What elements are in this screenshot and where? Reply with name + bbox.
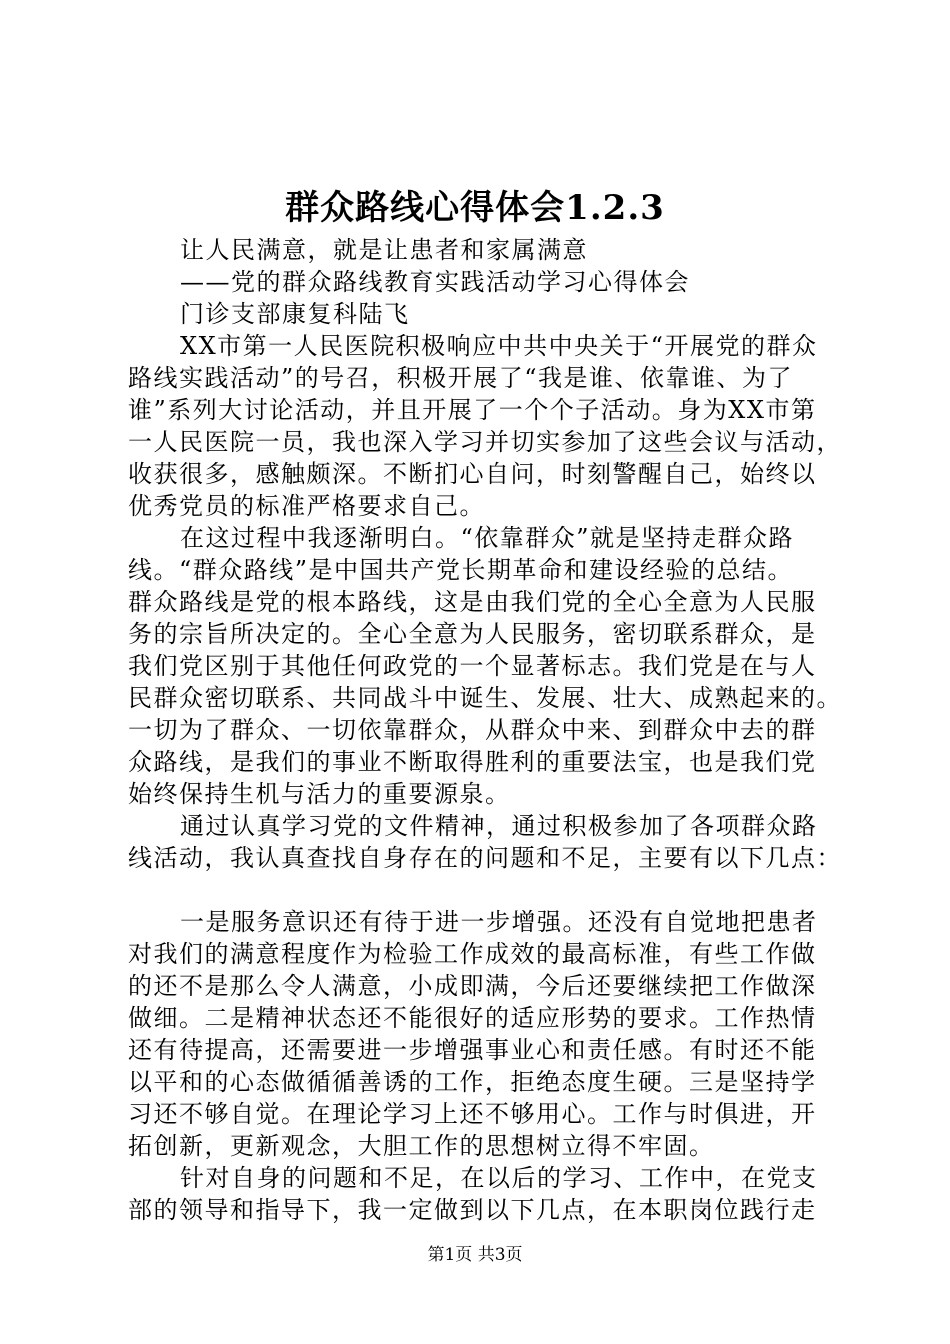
text-line: 众路线，是我们的事业不断取得胜利的重要法宝，也是我们党: [128, 748, 817, 776]
text-line: 在这过程中我逐渐明白。“依靠群众”就是坚持走群众路: [180, 524, 795, 552]
page-footer: 第1页 共3页: [427, 1245, 523, 1265]
text-line: 一切为了群众、一切依靠群众，从群众中来、到群众中去的群: [128, 716, 817, 744]
text-line: 的还不是那么令人满意，小成即满，今后还要继续把工作做深: [128, 972, 817, 1000]
document-body: [128, 234, 848, 1226]
text-line: 一是服务意识还有待于进一步增强。还没有自觉地把患者: [180, 908, 818, 936]
paragraph-4: [128, 906, 848, 1162]
text-line: 习还不够自觉。在理论学习上还不够用心。工作与时俱进，开: [128, 1100, 817, 1128]
text-line: 通过认真学习党的文件精神，通过积极参加了各项群众路: [180, 812, 818, 840]
text-line: 民群众密切联系、共同战斗中诞生、发展、壮大、成熟起来的。: [128, 684, 842, 712]
text-line: 优秀党员的标准严格要求自己。: [128, 492, 485, 520]
text-line: 对我们的满意程度作为检验工作成效的最高标准，有些工作做: [128, 940, 817, 968]
paragraph-1: [128, 330, 848, 522]
text-line: 针对自身的问题和不足，在以后的学习、工作中，在党支: [180, 1164, 818, 1192]
text-line: 做细。二是精神状态还不能很好的适应形势的要求。工作热情: [128, 1004, 817, 1032]
text-line: XX市第一人民医院积极响应中共中央关于“开展党的群众: [180, 332, 818, 360]
text-line: 路线实践活动”的号召，积极开展了“我是谁、依靠谁、为了: [128, 364, 794, 392]
text-line: 拓创新，更新观念，大胆工作的思想树立得不牢固。: [128, 1132, 715, 1160]
text-line: 谁”系列大讨论活动，并且开展了一个个子活动。身为XX市第: [128, 396, 817, 424]
text-line: 一人民医院一员，我也深入学习并切实参加了这些会议与活动，: [128, 428, 842, 456]
paragraph-2: [128, 522, 848, 810]
text-line: 务的宗旨所决定的。全心全意为人民服务，密切联系群众，是: [128, 620, 817, 648]
text-line: 线。“群众路线”是中国共产党长期革命和建设经验的总结。: [128, 556, 794, 584]
text-line: 以平和的心态做循循善诱的工作，拒绝态度生硬。三是坚持学: [128, 1068, 817, 1096]
text-line: 还有待提高，还需要进一步增强事业心和责任感。有时还不能: [128, 1036, 817, 1064]
paragraph-5: [128, 1162, 848, 1226]
text-line: 我们党区别于其他任何政党的一个显著标志。我们党是在与人: [128, 652, 817, 680]
text-line: 始终保持生机与活力的重要源泉。: [128, 780, 511, 808]
heading-line-2: ——党的群众路线教育实践活动学习心得体会: [180, 268, 690, 296]
heading-line-1: 让人民满意，就是让患者和家属满意: [180, 236, 588, 264]
document-title: 群众路线心得体会1.2.3: [285, 188, 665, 228]
blank-line: [128, 874, 848, 906]
text-line: 收获很多，感触颇深。不断扪心自问，时刻警醒自己，始终以: [128, 460, 817, 488]
text-line: 群众路线是党的根本路线，这是由我们党的全心全意为人民服: [128, 588, 817, 616]
text-line: 线活动，我认真查找自身存在的问题和不足，主要有以下几点：: [128, 844, 842, 872]
text-line: 部的领导和指导下，我一定做到以下几点，在本职岗位践行走: [128, 1196, 817, 1224]
author-line: 门诊支部康复科陆飞: [180, 300, 410, 328]
paragraph-3: [128, 810, 848, 874]
